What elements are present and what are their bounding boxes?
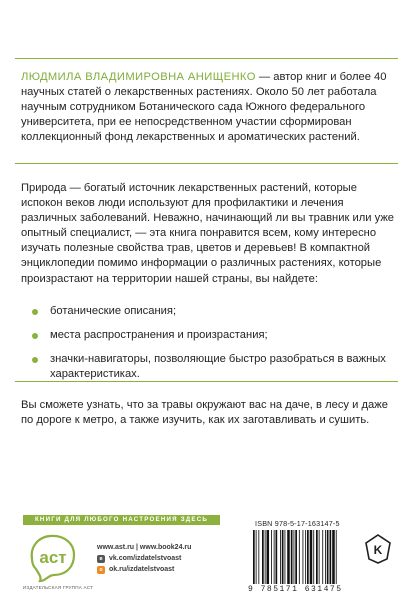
svg-text:K: K [373,543,383,557]
barcode-digits: 9 785171 631475 [248,585,343,594]
ok-link[interactable]: о ok.ru/izdatelstvoast [97,564,191,575]
publisher-links [97,542,191,575]
publisher-caption: ИЗДАТЕЛЬСКАЯ ГРУППА АСТ [22,585,94,590]
author-bio-text: — автор книг и более 40 научных статей о лекарственных растениях. Около 50 лет работала научным сотрудником Ботанического сада Южного федерального университета, при ее непосредственном участии сформирован коллекционный фонд лекарственных и ароматических растений. [21,71,387,143]
bullet-dot-icon [32,309,38,315]
intro-paragraph: Природа — богатый источник лекарственных растений, которые испокон веков люди используют для профилактики и лечения различных заболеваний. Неважно, начинающий ли вы травник или уже опытный специалист, — эта книга понравится всем, кому интересно изучать полезные свойства трав, цветов и деревьев! В компактной энциклопедии помимо информации о различных растениях, которые произрастают на территории нашей страны, вы найдете: [21,182,395,285]
logo-text: аст [39,548,67,567]
barcode [252,530,360,584]
feature-list [32,304,387,391]
top-divider [15,58,398,59]
isbn: ISBN 978-5-17-163147-5 [255,519,340,528]
list-item: ботанические описания; [32,304,387,319]
list-item: значки-навигаторы, позволяющие быстро разобраться в важных характеристиках. [32,352,387,382]
author-bio [21,70,396,145]
list-item: места распространения и произрастания; [32,328,387,343]
section-divider [15,163,398,164]
publisher-tagline: КНИГИ ДЛЯ ЛЮБОГО НАСТРОЕНИЯ ЗДЕСЬ [23,515,220,525]
vk-icon: в [97,555,105,563]
age-rating-icon [364,534,392,564]
bullet-dot-icon [32,333,38,339]
bottom-divider [15,381,398,382]
site-link[interactable]: www.ast.ru | www.book24.ru [97,544,192,551]
vk-link[interactable]: в vk.com/izdatelstvoast [97,553,191,564]
ast-logo [24,529,84,585]
author-name: ЛЮДМИЛА ВЛАДИМИРОВНА АНИЩЕНКО [21,71,256,83]
bullet-dot-icon [32,357,38,363]
outro-paragraph: Вы сможете узнать, что за травы окружают вас на даче, в лесу и даже по дороге к метро, а также изучить, как их заготавливать и сушить. [21,399,388,427]
ok-icon: о [97,566,105,574]
